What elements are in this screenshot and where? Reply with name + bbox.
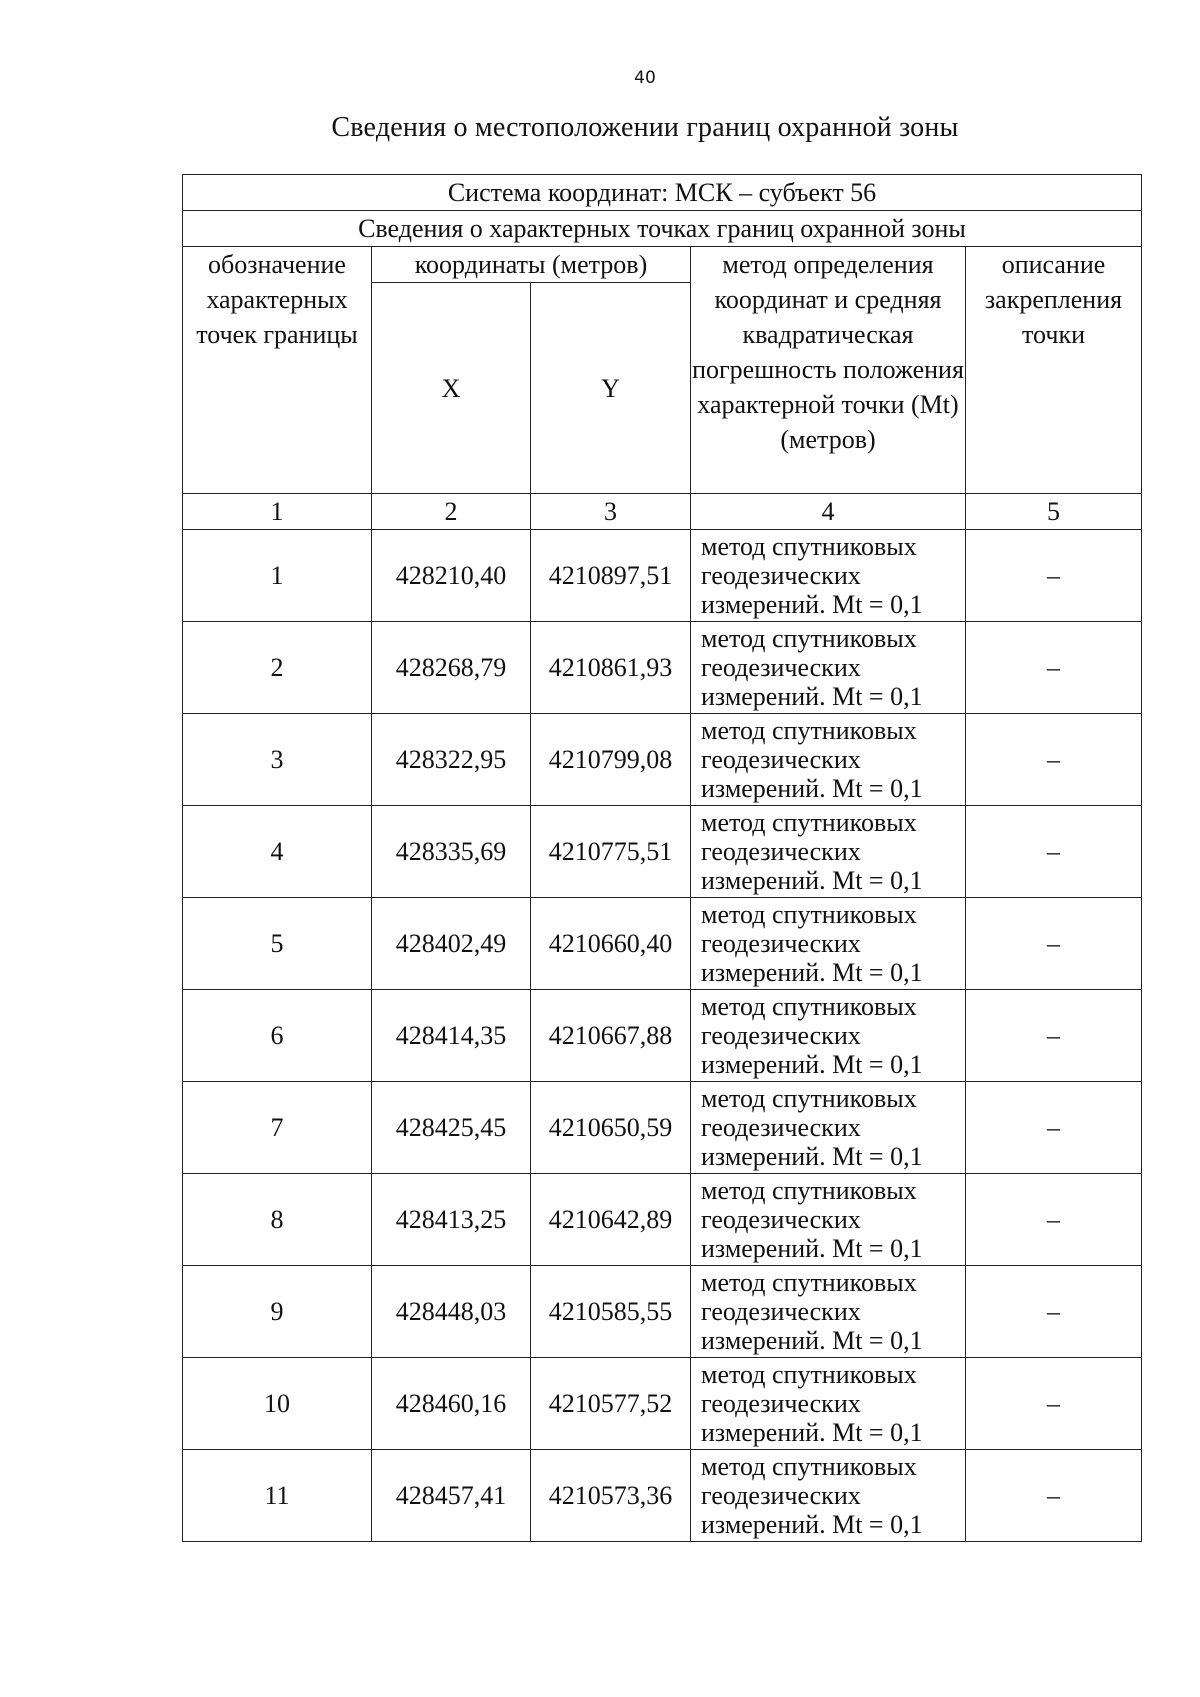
y-coordinate-cell: 4210897,51 [531, 530, 691, 622]
table-row [183, 898, 1142, 990]
x-coordinate-cell: 428448,03 [372, 1266, 531, 1358]
description-cell: – [966, 1266, 1142, 1358]
method-cell: метод спутниковых геодезических измерений. Mt = 0,1 [691, 990, 966, 1082]
table-row [183, 1174, 1142, 1266]
point-cell: 1 [183, 530, 372, 622]
x-coordinate-cell: 428335,69 [372, 806, 531, 898]
column-number: 4 [691, 494, 966, 530]
table-row [183, 622, 1142, 714]
point-cell: 8 [183, 1174, 372, 1266]
point-cell: 11 [183, 1450, 372, 1542]
method-cell: метод спутниковых геодезических измерений. Mt = 0,1 [691, 1450, 966, 1542]
description-cell: – [966, 530, 1142, 622]
x-coordinate-cell: 428457,41 [372, 1450, 531, 1542]
y-coordinate-cell: 4210642,89 [531, 1174, 691, 1266]
column-number: 5 [966, 494, 1142, 530]
description-cell: – [966, 1450, 1142, 1542]
header-row [183, 247, 1142, 283]
point-cell: 7 [183, 1082, 372, 1174]
x-coordinate-cell: 428402,49 [372, 898, 531, 990]
method-cell: метод спутниковых геодезических измерений. Mt = 0,1 [691, 1358, 966, 1450]
table-row [183, 1358, 1142, 1450]
method-cell: метод спутниковых геодезических измерений. Mt = 0,1 [691, 1082, 966, 1174]
y-coordinate-cell: 4210775,51 [531, 806, 691, 898]
table-row [183, 806, 1142, 898]
coordinates-table [182, 174, 1142, 1542]
method-cell: метод спутниковых геодезических измерений. Mt = 0,1 [691, 806, 966, 898]
points-info-cell: Сведения о характерных точках границ охранной зоны [183, 211, 1142, 247]
table-row [183, 990, 1142, 1082]
y-coordinate-cell: 4210650,59 [531, 1082, 691, 1174]
point-cell: 4 [183, 806, 372, 898]
description-cell: – [966, 1174, 1142, 1266]
description-cell: – [966, 898, 1142, 990]
description-cell: – [966, 1082, 1142, 1174]
table-body [183, 175, 1142, 1542]
method-cell: метод спутниковых геодезических измерений. Mt = 0,1 [691, 714, 966, 806]
point-cell: 5 [183, 898, 372, 990]
table-row [183, 1082, 1142, 1174]
point-cell: 3 [183, 714, 372, 806]
y-coordinate-cell: 4210577,52 [531, 1358, 691, 1450]
y-coordinate-cell: 4210799,08 [531, 714, 691, 806]
x-coordinate-cell: 428268,79 [372, 622, 531, 714]
table-row [183, 1450, 1142, 1542]
header-method: метод определения координат и средняя квадратическая погрешность положения характерной точки (Mt) (метров) [691, 247, 966, 494]
table-row [183, 1266, 1142, 1358]
description-cell: – [966, 622, 1142, 714]
point-cell: 9 [183, 1266, 372, 1358]
point-cell: 6 [183, 990, 372, 1082]
header-description: описание закрепления точки [966, 247, 1142, 494]
page-title: Сведения о местоположении границ охранной зоны [331, 112, 959, 143]
system-row [183, 175, 1142, 211]
y-coordinate-cell: 4210573,36 [531, 1450, 691, 1542]
point-cell: 10 [183, 1358, 372, 1450]
table-row [183, 530, 1142, 622]
method-cell: метод спутниковых геодезических измерений. Mt = 0,1 [691, 622, 966, 714]
page-number: 40 [634, 68, 656, 88]
point-cell: 2 [183, 622, 372, 714]
info-row [183, 211, 1142, 247]
y-coordinate-cell: 4210861,93 [531, 622, 691, 714]
header-coordinates: координаты (метров) [372, 247, 691, 283]
x-coordinate-cell: 428210,40 [372, 530, 531, 622]
description-cell: – [966, 714, 1142, 806]
column-number: 1 [183, 494, 372, 530]
x-coordinate-cell: 428414,35 [372, 990, 531, 1082]
method-cell: метод спутниковых геодезических измерений. Mt = 0,1 [691, 1174, 966, 1266]
column-number-row [183, 494, 1142, 530]
method-cell: метод спутниковых геодезических измерений. Mt = 0,1 [691, 530, 966, 622]
x-coordinate-cell: 428425,45 [372, 1082, 531, 1174]
coordinate-system-cell: Система координат: МСК – субъект 56 [183, 175, 1142, 211]
x-coordinate-cell: 428322,95 [372, 714, 531, 806]
y-coordinate-cell: 4210667,88 [531, 990, 691, 1082]
header-designation: обозначение характерных точек границы [183, 247, 372, 494]
description-cell: – [966, 990, 1142, 1082]
header-y: Y [531, 283, 691, 494]
x-coordinate-cell: 428413,25 [372, 1174, 531, 1266]
method-cell: метод спутниковых геодезических измерений. Mt = 0,1 [691, 1266, 966, 1358]
column-number: 3 [531, 494, 691, 530]
method-cell: метод спутниковых геодезических измерений. Mt = 0,1 [691, 898, 966, 990]
table-row [183, 714, 1142, 806]
x-coordinate-cell: 428460,16 [372, 1358, 531, 1450]
description-cell: – [966, 806, 1142, 898]
header-x: X [372, 283, 531, 494]
y-coordinate-cell: 4210660,40 [531, 898, 691, 990]
column-number: 2 [372, 494, 531, 530]
y-coordinate-cell: 4210585,55 [531, 1266, 691, 1358]
description-cell: – [966, 1358, 1142, 1450]
